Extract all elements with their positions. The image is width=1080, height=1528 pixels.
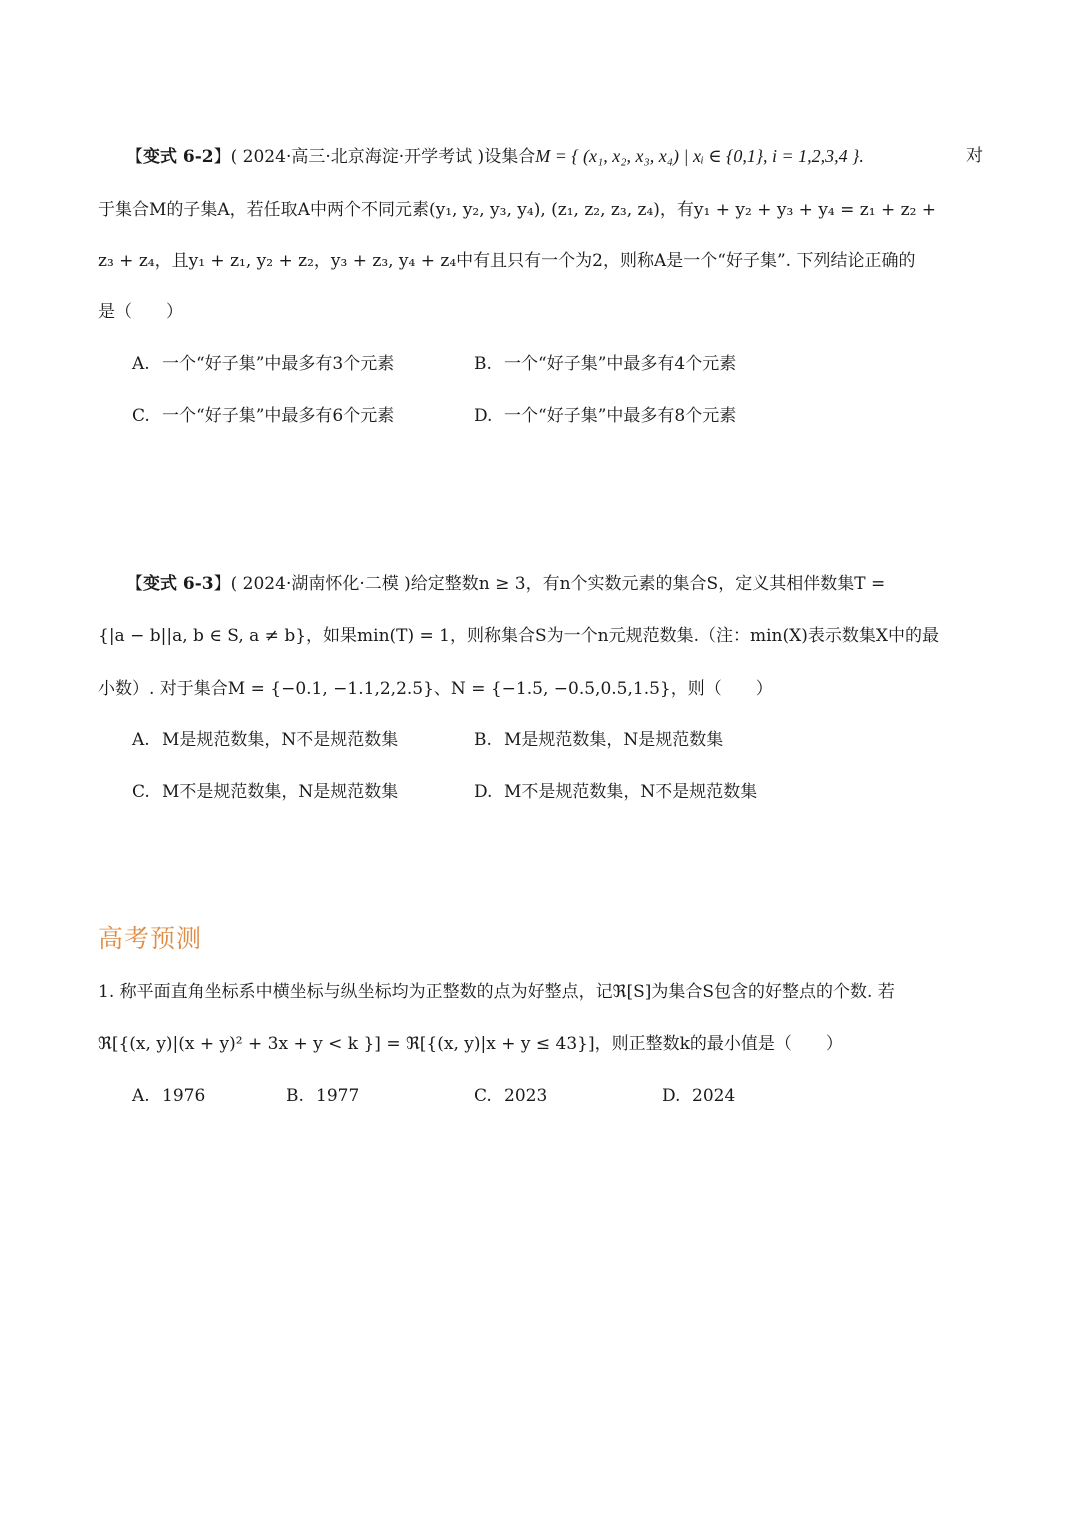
- q63-line-3: 小数）. 对于集合M = {−0.1, −1.1,2,2.5}、N = {−1.5, −0.5,0.5,1.5}，则（ ）: [98, 679, 773, 699]
- q63-option-b-key: B.: [474, 730, 492, 750]
- q62-option-a[interactable]: [132, 350, 394, 378]
- q1-option-b-text: 1977: [316, 1086, 360, 1106]
- q1-option-b[interactable]: [286, 1082, 359, 1110]
- q62-bracket-open: 【: [126, 147, 143, 167]
- q62-source: ( 2024·高三·北京海淀·开学考试 ): [230, 147, 485, 167]
- q1-option-d-key: D.: [662, 1086, 681, 1106]
- q62-option-c-text: 一个“好子集”中最多有6个元素: [162, 406, 395, 426]
- q63-option-c-text: M不是规范数集，N是规范数集: [162, 782, 399, 802]
- q1-option-c-text: 2023: [504, 1086, 548, 1106]
- q63-option-a-text: M是规范数集，N不是规范数集: [162, 730, 399, 750]
- q63-option-a-key: A.: [132, 730, 150, 750]
- q62-option-b-text: 一个“好子集”中最多有4个元素: [504, 354, 737, 374]
- q63-option-d-text: M不是规范数集，N不是规范数集: [504, 782, 758, 802]
- q62-option-c-key: C.: [132, 406, 150, 426]
- q62-line1-tail: 对: [966, 146, 983, 166]
- q62-option-a-text: 一个“好子集”中最多有3个元素: [162, 354, 395, 374]
- q1-option-d-text: 2024: [692, 1086, 736, 1106]
- q62-option-d-text: 一个“好子集”中最多有8个元素: [504, 406, 737, 426]
- q63-option-c-key: C.: [132, 782, 150, 802]
- q62-line1-text: 设集合: [484, 147, 536, 167]
- q63-option-b-text: M是规范数集，N是规范数集: [504, 730, 724, 750]
- q62-option-d-key: D.: [474, 406, 493, 426]
- q62-option-a-key: A.: [132, 354, 150, 374]
- q63-bracket-close: 】: [213, 574, 231, 594]
- section-heading-gaokao-prediction: 高考预测: [98, 924, 203, 953]
- q62-option-b[interactable]: [474, 350, 736, 378]
- q62-line-2: 于集合M的子集A，若任取A中两个不同元素(y₁, y₂, y₃, y₄), (z₁, z₂, z₃, z₄)，有y₁ + y₂ + y₃ + y₄ = z₁ + z₂ +: [98, 200, 937, 220]
- q1-option-c[interactable]: [474, 1082, 547, 1110]
- q1-option-a[interactable]: [132, 1082, 205, 1110]
- q1-option-a-text: 1976: [162, 1086, 206, 1106]
- q62-label: 变式 6-2: [143, 147, 214, 167]
- q62-line-1: [98, 142, 983, 170]
- q63-bracket-open: 【: [126, 574, 143, 594]
- q1-line-2: ℜ[{(x, y)|(x + y)² + 3x + y < k }] = ℜ[{(x, y)|x + y ≤ 43}]，则正整数k的最小值是（ ）: [98, 1034, 843, 1054]
- q63-option-a[interactable]: [132, 726, 398, 754]
- q63-option-c[interactable]: [132, 778, 398, 806]
- q1-option-a-key: A.: [132, 1086, 150, 1106]
- q62-option-d[interactable]: [474, 402, 736, 430]
- q62-line-3: z₃ + z₄，且y₁ + z₁, y₂ + z₂，y₃ + z₃, y₄ + z₄中有且只有一个为2，则称A是一个“好子集”. 下列结论正确的: [98, 251, 916, 271]
- q62-set-definition: M = { (x₁, x₂, x₃, x₄) | xᵢ ∈ {0,1}, i = 1,2,3,4 }.: [535, 146, 864, 166]
- q1-option-b-key: B.: [286, 1086, 304, 1106]
- q63-option-d-key: D.: [474, 782, 493, 802]
- q1-option-c-key: C.: [474, 1086, 492, 1106]
- q63-option-d[interactable]: [474, 778, 757, 806]
- q63-line-2: {|a − b||a, b ∈ S, a ≠ b}，如果min(T) = 1，则称集合S为一个n元规范数集.（注：min(X)表示数集X中的最: [98, 626, 939, 646]
- q63-source: ( 2024·湖南怀化·二模 ): [230, 574, 411, 594]
- q1-line-1: 1. 称平面直角坐标系中横坐标与纵坐标均为正整数的点为好整点，记ℜ[S]为集合S包含的好整点的个数. 若: [98, 982, 895, 1002]
- q62-line-4: 是（ ）: [98, 302, 183, 322]
- q63-label: 变式 6-3: [143, 574, 214, 594]
- q62-option-c[interactable]: [132, 402, 394, 430]
- q63-line-1: [98, 570, 983, 598]
- q62-bracket-close: 】: [213, 147, 231, 167]
- q62-option-b-key: B.: [474, 354, 492, 374]
- q63-option-b[interactable]: [474, 726, 723, 754]
- q1-option-d[interactable]: [662, 1082, 735, 1110]
- q63-line1-text: 给定整数n ≥ 3，有n个实数元素的集合S，定义其相伴数集T =: [410, 574, 886, 594]
